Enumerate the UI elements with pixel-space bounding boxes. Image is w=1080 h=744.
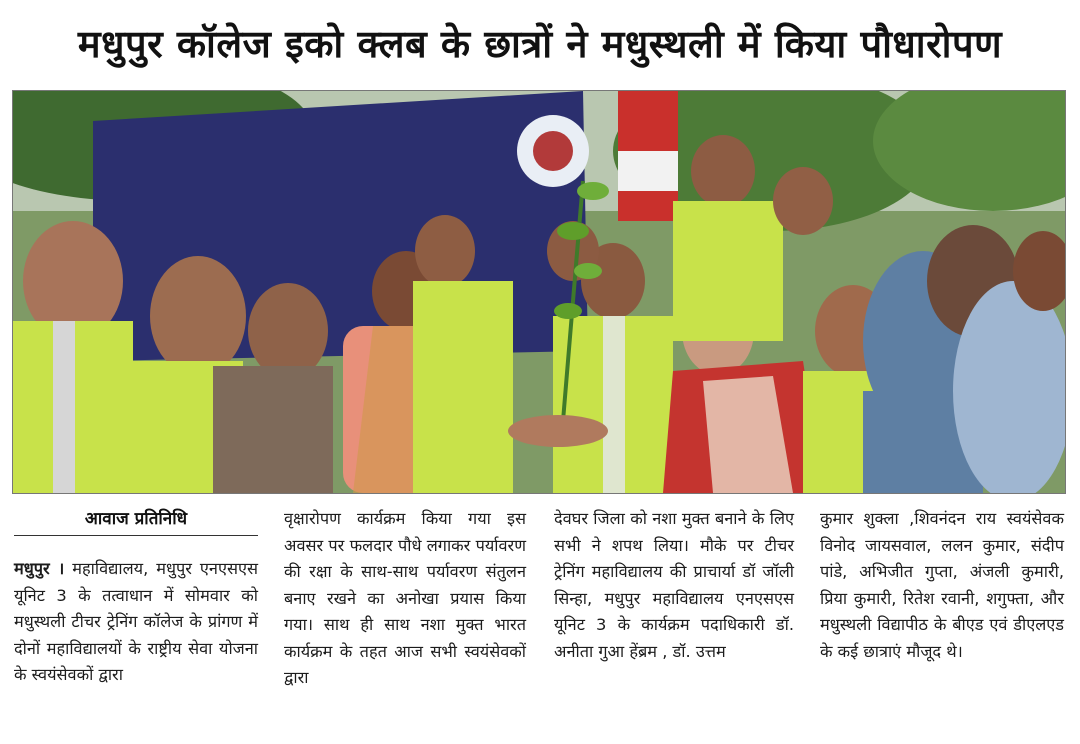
byline: आवाज प्रतिनिधि (14, 506, 258, 536)
column-1-text: महाविद्यालय, मधुपुर एनएसएस यूनिट 3 के तत्वाधान में सोमवार को मधुस्थली टीचर ट्रेनिंग कॉलेज के प्रांगण में दोनों महाविद्यालयों के राष्ट्रीय सेवा योजना के स्वयंसेवकों द्वारा (14, 559, 258, 684)
article-column-2 (284, 506, 526, 692)
dateline: मधुपुर । (14, 559, 65, 578)
column-4-text: कुमार शुक्ला ,शिवनंदन राय स्वयंसेवक विनोद जायसवाल, ललन कुमार, संदीप पांडे, अभिजीत गुप्ता, अंजली कुमारी, प्रिया कुमारी, रितेश रवानी, शगुफ्ता, और मधुस्थली विद्यापीठ के बीएड एवं डीएलएड के कई छात्राएं मौजूद थे। (820, 509, 1064, 661)
column-3-text: देवघर जिला को नशा मुक्त बनाने के लिए सभी ने शपथ लिया। मौके पर टीचर ट्रेनिंग महाविद्यालय की प्राचार्या डॉ जॉली सिन्हा, मधुपुर महाविद्यालय एनएसएस यूनिट 3 के कार्यक्रम पदाधिकारी डॉ. अनीता गुआ हेंब्रम , डॉ. उत्तम (554, 509, 794, 661)
article-column-1 (14, 556, 258, 689)
column-2-text: वृक्षारोपण कार्यक्रम किया गया इस अवसर पर फलदार पौधे लगाकर पर्यावरण की रक्षा के साथ-साथ पर्यावरण संतुलन बनाए रखने का अनोखा प्रयास किया गया। साथ ही साथ नशा मुक्त भारत कार्यक्रम के तहत आज सभी स्वयंसेवकों द्वारा (284, 509, 526, 687)
news-photo (12, 90, 1066, 494)
article-headline: मधुपुर कॉलेज इको क्लब के छात्रों ने मधुस्थली में किया पौधारोपण (77, 22, 1003, 66)
article-column-4 (820, 506, 1064, 665)
article-column-3 (554, 506, 794, 665)
